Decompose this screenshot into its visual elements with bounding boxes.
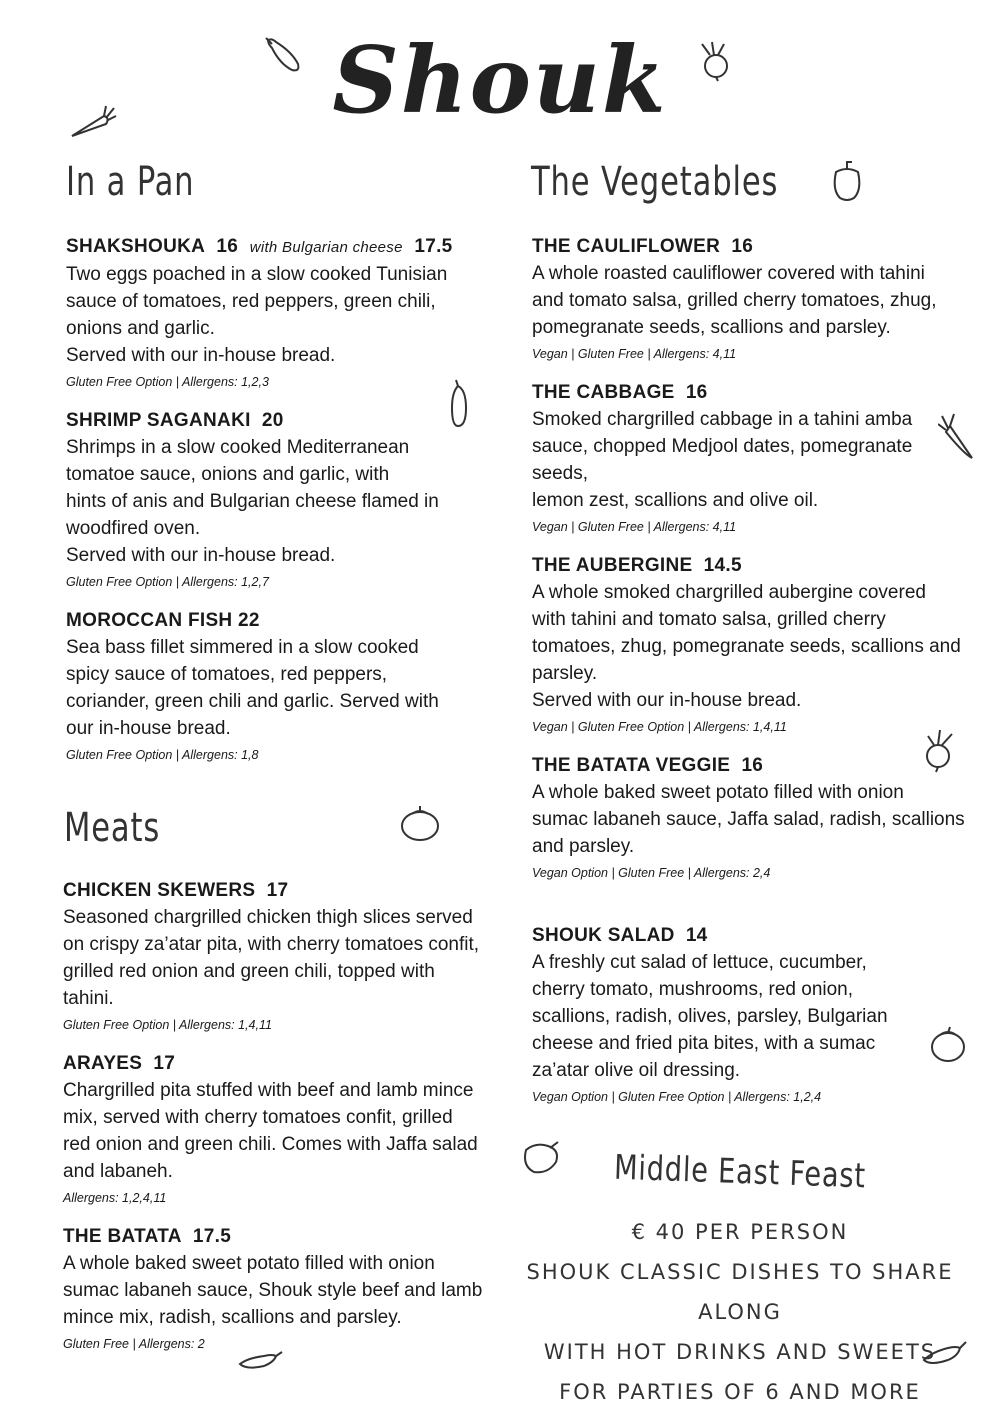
item-name: THE CABBAGE — [532, 382, 675, 403]
item-dietary-info: Vegan | Gluten Free Option | Allergens: 1,4,11 — [532, 720, 787, 734]
menu-item-shouk-salad — [532, 922, 972, 1106]
feast-box — [520, 1147, 960, 1412]
radish-icon — [694, 40, 734, 82]
item-name: CHICKEN SKEWERS — [63, 880, 256, 901]
item-description: A whole baked sweet potato filled with onion sumac labaneh sauce, Jaffa salad, radish, scallions and parsley. — [532, 782, 965, 857]
menu-item-batata-veggie — [532, 752, 972, 882]
item-description: Chargrilled pita stuffed with beef and lamb mince mix, served with cherry tomatoes confit, grilled red onion and green chili. Comes with Jaffa salad and labaneh. — [63, 1080, 478, 1182]
menu-item-moroccan-fish — [66, 607, 486, 764]
item-heading — [66, 233, 486, 261]
item-dietary-info: Gluten Free | Allergens: 2 — [63, 1337, 205, 1351]
item-dietary-info: Gluten Free Option | Allergens: 1,4,11 — [63, 1018, 272, 1032]
item-heading — [532, 233, 972, 260]
item-heading — [532, 922, 972, 949]
item-price: 16 — [216, 236, 239, 257]
feast-title: Middle East Feast — [613, 1147, 867, 1197]
item-price: 17 — [266, 880, 289, 901]
item-name: THE BATATA — [63, 1226, 182, 1247]
item-dietary-info: Vegan Option | Gluten Free | Allergens: 2,4 — [532, 866, 771, 880]
item-name: THE CAULIFLOWER — [532, 236, 721, 257]
item-description: Smoked chargrilled cabbage in a tahini amba sauce, chopped Medjool dates, pomegranate seeds, lemon zest, scallions and olive oil. — [532, 409, 913, 511]
menu-item-shrimp-saganaki — [66, 407, 486, 591]
menu-item-aubergine — [532, 552, 972, 736]
tomato-icon — [398, 802, 442, 842]
meats-items — [63, 877, 503, 1369]
item-heading — [532, 552, 972, 579]
item-dietary-info: Allergens: 1,2,4,11 — [63, 1191, 167, 1205]
pepper-icon — [828, 160, 866, 202]
menu-item-arayes — [63, 1050, 503, 1207]
item-dietary-info: Gluten Free Option | Allergens: 1,2,7 — [66, 575, 269, 589]
item-description: A freshly cut salad of lettuce, cucumber, cherry tomato, mushrooms, red onion, scallions, radish, olives, parsley, Bulgarian cheese and fried pita bites, with a sumac za’atar olive oil dressing. — [532, 952, 888, 1081]
menu-item-the-batata — [63, 1223, 503, 1353]
item-variant-price: 17.5 — [414, 236, 453, 257]
item-name: THE AUBERGINE — [532, 555, 693, 576]
item-heading — [532, 379, 972, 406]
feast-line: FOR PARTIES OF 6 AND MORE — [559, 1380, 921, 1404]
item-heading — [63, 1223, 503, 1250]
item-name: THE BATATA VEGGIE — [532, 755, 731, 776]
item-dietary-info: Vegan | Gluten Free | Allergens: 4,11 — [532, 520, 737, 534]
item-description: A whole roasted cauliflower covered with tahini and tomato salsa, grilled cherry tomatoes, zhug, pomegranate seeds, scallions and parsley. — [532, 263, 937, 338]
item-heading — [63, 877, 503, 904]
item-description: A whole baked sweet potato filled with onion sumac labaneh sauce, Shouk style beef and lamb mince mix, radish, scallions and parsley. — [63, 1253, 483, 1328]
item-dietary-info: Vegan | Gluten Free | Allergens: 4,11 — [532, 347, 737, 361]
feast-line: SHOUK CLASSIC DISHES TO SHARE ALONG — [526, 1260, 954, 1324]
menu-item-cauliflower — [532, 233, 972, 363]
item-description: A whole smoked chargrilled aubergine covered with tahini and tomato salsa, grilled cherry tomatoes, zhug, pomegranate seeds, scallions and parsley. Served with our in-house bread. — [532, 582, 961, 711]
menu-item-cabbage — [532, 379, 972, 536]
item-description: Sea bass fillet simmered in a slow cooked spicy sauce of tomatoes, red peppers, coriander, green chili and garlic. Served with our in-house bread. — [66, 637, 439, 739]
item-price: 16 — [685, 382, 708, 403]
section-title-vegetables: The Vegetables — [531, 159, 779, 205]
item-price: 14 — [685, 925, 708, 946]
item-dietary-info: Vegan Option | Gluten Free Option | Allergens: 1,2,4 — [532, 1090, 822, 1104]
item-dietary-info: Gluten Free Option | Allergens: 1,8 — [66, 748, 259, 762]
item-name: SHRIMP SAGANAKI — [66, 410, 251, 431]
item-name: ARAYES — [63, 1053, 143, 1074]
item-price: 16 — [741, 755, 764, 776]
item-heading — [66, 407, 486, 434]
item-price: 22 — [238, 610, 260, 631]
pan-items — [66, 233, 486, 780]
feast-price: € 40 PER PERSON — [631, 1220, 849, 1244]
item-price: 17.5 — [192, 1226, 232, 1247]
item-heading — [532, 752, 972, 779]
section-title-pan: In a Pan — [66, 159, 195, 205]
item-name: SHAKSHOUKA — [66, 236, 206, 257]
item-price: 16 — [731, 236, 754, 257]
restaurant-logo: Shouk — [332, 26, 668, 134]
item-description: Two eggs poached in a slow cooked Tunisian sauce of tomatoes, red peppers, green chili, onions and garlic. Served with our in-house bread. — [66, 264, 448, 366]
item-name: MOROCCAN FISH — [66, 610, 233, 631]
item-description: Seasoned chargrilled chicken thigh slices served on crispy za’atar pita, with cherry tomatoes confit, grilled red onion and green chili, topped with tahini. — [63, 907, 480, 1009]
menu-item-chicken-skewers — [63, 877, 503, 1034]
item-variant: with Bulgarian cheese — [249, 239, 403, 256]
item-price: 17 — [153, 1053, 176, 1074]
aubergine-icon — [262, 34, 304, 74]
carrot-icon — [68, 104, 118, 140]
item-price: 14.5 — [703, 555, 742, 576]
item-price: 20 — [261, 410, 284, 431]
item-description: Shrimps in a slow cooked Mediterranean tomatoe sauce, onions and garlic, with hints of anis and Bulgarian cheese flamed in woodfired oven. Served with our in-house bread. — [66, 437, 439, 566]
item-heading — [66, 607, 486, 634]
menu-item-shakshouka — [66, 233, 486, 391]
vegetables-items — [532, 233, 972, 1122]
item-name: SHOUK SALAD — [532, 925, 675, 946]
item-heading — [63, 1050, 503, 1077]
feast-line: WITH HOT DRINKS AND SWEETS — [543, 1340, 937, 1364]
item-dietary-info: Gluten Free Option | Allergens: 1,2,3 — [66, 375, 269, 389]
section-title-meats: Meats — [64, 805, 161, 851]
